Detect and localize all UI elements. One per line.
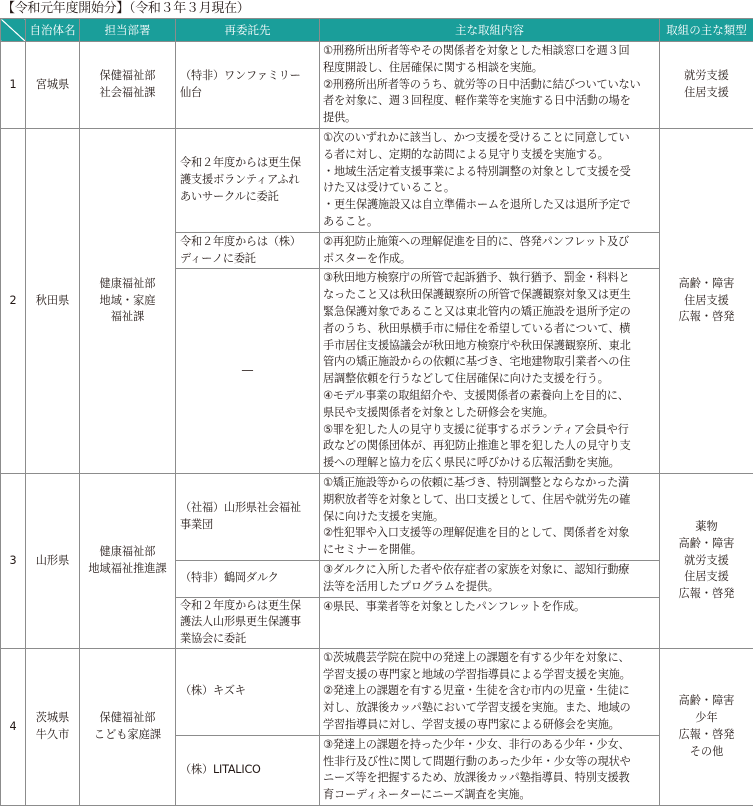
municipality-cell: 秋田県: [26, 128, 80, 473]
text-line: にセミナーを開催。: [323, 542, 656, 559]
text-line: 緊急保護対象であること又は東北管内の矯正施設を退所予定の: [323, 304, 656, 321]
types-cell: [660, 473, 753, 648]
department-cell: [80, 648, 176, 805]
text-line: その他: [662, 744, 751, 761]
table-body: [1, 42, 753, 806]
content-cell: [320, 735, 660, 805]
text-line: 少年: [662, 710, 751, 727]
table-header: [1, 19, 753, 42]
content-cell: [320, 232, 660, 269]
text-line: 管内の矯正施設からの依頼に基づき、宅地建物取引業者への住: [323, 354, 656, 371]
table-row: [1, 128, 753, 232]
contractor-cell: [176, 473, 320, 560]
text-line: 保健福祉部: [82, 68, 173, 85]
types-cell: [660, 128, 753, 473]
text-line: ①次のいずれかに該当し、かつ支援を受けることに同意してい: [323, 130, 656, 147]
text-line: 性非行及び性に関して問題行動のあった少年・少女等の現状や: [323, 754, 656, 771]
text-line: ①茨城農芸学院在院中の発達上の課題を有する少年を対象に、: [323, 650, 656, 667]
text-line: 護支援ボランティアふれ: [180, 172, 315, 189]
text-line: ③ダルクに入所した者や依存症者の家族を対象に、認知行動療: [323, 562, 656, 579]
text-line: 育コーディネーターにニーズ調査を実施。: [323, 787, 656, 804]
text-line: 者を対象に、週３回程度、軽作業等を実施する日中活動の場を: [323, 93, 656, 110]
content-cell: [320, 560, 660, 597]
text-line: 住居支援: [662, 293, 751, 310]
text-line: 援への理解と協力を広く県民に呼びかける広報活動を実施。: [323, 455, 656, 472]
content-cell: [320, 42, 660, 129]
text-line: （株）LITALICO: [180, 762, 315, 779]
row-number: 2: [1, 128, 26, 473]
text-line: 高齢・障害: [662, 693, 751, 710]
table-row: [1, 42, 753, 129]
text-line: 法等を活用したプログラムを提供。: [323, 579, 656, 596]
text-line: 学習支援の専門家と地域の学習指導員による学習支援を実施。: [323, 667, 656, 684]
text-line: 牛久市: [32, 727, 73, 744]
municipality-cell: [26, 648, 80, 805]
text-line: ①矯正施設等からの依頼に基づき、特別調整とならなかった満: [323, 475, 656, 492]
text-line: 福祉課: [82, 309, 173, 326]
content-cell: [320, 128, 660, 232]
contractor-cell: [176, 560, 320, 597]
text-line: 県民や支援関係者を対象とした研修会を実施。: [323, 405, 656, 422]
text-line: 仙台: [180, 85, 315, 102]
content-cell: [320, 597, 660, 648]
text-line: ③秋田地方検察庁の所管で起訴猶予、執行猶予、罰金・科料と: [323, 270, 656, 287]
text-line: ・地域生活定着支援事業による特別調整の対象として支援を受: [323, 164, 656, 181]
text-line: ②発達上の課題を有する児童・生徒を含む市内の児童・生徒に: [323, 683, 656, 700]
text-line: ・更生保護施設又は自立準備ホームを退所した又は退所予定で: [323, 197, 656, 214]
text-line: ニーズ等を把握するため、放課後カッパ塾指導員、特別支援教: [323, 770, 656, 787]
content-cell: [320, 648, 660, 735]
row-number: 4: [1, 648, 26, 805]
text-line: 就労支援: [662, 68, 751, 85]
text-line: ④県民、事業者等を対象としたパンフレットを作成。: [323, 599, 656, 616]
text-line: 茨城県: [32, 710, 73, 727]
text-line: 地域福祉推進課: [82, 561, 173, 578]
text-line: こども家庭課: [82, 727, 173, 744]
contractor-cell: [176, 648, 320, 735]
text-line: ①刑務所出所者等やその関係者を対象とした相談窓口を週３回: [323, 43, 656, 60]
text-line: ④モデル事業の取組紹介や、支援関係者の素養向上を目的に、: [323, 388, 656, 405]
text-line: 対し、放課後カッパ塾において学習支援を実施。また、地域の: [323, 700, 656, 717]
row-number: 1: [1, 42, 26, 129]
text-line: ポスターを作成。: [323, 251, 656, 268]
text-line: けた又は受けていること。: [323, 180, 656, 197]
text-line: あいサークルに委託: [180, 189, 315, 206]
text-line: る者に対し、定期的な訪問による見守り支援を実施する。: [323, 147, 656, 164]
text-line: ―: [178, 363, 317, 380]
row-number: 3: [1, 473, 26, 648]
text-line: 令和２年度からは更生保: [180, 598, 315, 615]
contractor-cell: [176, 128, 320, 232]
department-cell: [80, 128, 176, 473]
text-line: 期釈放者等を対象として、出口支援として、住居や就労先の確: [323, 492, 656, 509]
department-cell: [80, 42, 176, 129]
text-line: 広報・啓発: [662, 586, 751, 603]
contractor-cell: [176, 42, 320, 129]
text-line: （社福）山形県社会福祉: [180, 500, 315, 517]
text-line: 令和２年度からは更生保: [180, 155, 315, 172]
text-line: 薬物: [662, 519, 751, 536]
types-cell: [660, 42, 753, 129]
contractor-cell: [176, 597, 320, 648]
text-line: 令和２年度からは（株）: [180, 234, 315, 251]
text-line: （特非）鶴岡ダルク: [180, 570, 315, 587]
text-line: ⑤罪を犯した人の見守り支援に従事するボランティア会員や行: [323, 422, 656, 439]
text-line: 業協会に委託: [180, 631, 315, 648]
text-line: 健康福祉部: [82, 276, 173, 293]
text-line: 程度開設し、住居確保に関する相談を実施。: [323, 60, 656, 77]
text-line: あること。: [323, 214, 656, 231]
header-department: 担当部署: [80, 19, 176, 42]
text-line: 健康福祉部: [82, 544, 173, 561]
header-types: 取組の主な類型: [660, 19, 753, 42]
text-line: 住居支援: [662, 569, 751, 586]
text-line: 事業団: [180, 517, 315, 534]
text-line: 就労支援: [662, 553, 751, 570]
text-line: ②性犯罪や入口支援等の理解促進を目的として、関係者を対象: [323, 525, 656, 542]
text-line: 居調整依頼を行うなどして住居確保に向けた支援を行う。: [323, 371, 656, 388]
municipality-cell: 山形県: [26, 473, 80, 648]
header-corner: [1, 19, 26, 42]
text-line: ディーノに委託: [180, 251, 315, 268]
contractor-cell: [176, 735, 320, 805]
contractor-cell: [176, 269, 320, 474]
text-line: 手市居住支援協議会が秋田地方検察庁や秋田保護観察所、東北: [323, 338, 656, 355]
content-cell: [320, 269, 660, 474]
department-cell: [80, 473, 176, 648]
header-municipality: 自治体名: [26, 19, 80, 42]
text-line: 広報・啓発: [662, 309, 751, 326]
contractor-cell: [176, 232, 320, 269]
program-table: [0, 18, 753, 806]
text-line: 住居支援: [662, 85, 751, 102]
text-line: 広報・啓発: [662, 727, 751, 744]
text-line: 政などの関係団体が、再犯防止推進と罪を犯した人の見守り支: [323, 438, 656, 455]
text-line: ②再犯防止施策への理解促進を目的に、啓発パンフレット及び: [323, 234, 656, 251]
table-row: [1, 473, 753, 560]
text-line: ③発達上の課題を持った少年・少女、非行のある少年・少女、: [323, 737, 656, 754]
text-line: 護法人山形県更生保護事: [180, 614, 315, 631]
text-line: 者のうち、秋田県横手市に帰住を希望している者について、横: [323, 321, 656, 338]
text-line: 保健福祉部: [82, 710, 173, 727]
table-row: [1, 648, 753, 735]
text-line: （株）キズキ: [180, 683, 315, 700]
text-line: なったこと又は秋田保護観察所の所管で保護観察対象又は更生: [323, 287, 656, 304]
types-cell: [660, 648, 753, 805]
text-line: （特非）ワンファミリー: [180, 68, 315, 85]
header-content: 主な取組内容: [320, 19, 660, 42]
text-line: 提供。: [323, 110, 656, 127]
text-line: 社会福祉課: [82, 85, 173, 102]
content-cell: [320, 473, 660, 560]
text-line: 高齢・障害: [662, 276, 751, 293]
table-caption: 【令和元年度開始分】（令和３年３月現在）: [2, 0, 250, 18]
text-line: ②刑務所出所者等のうち、就労等の日中活動に結びついていない: [323, 77, 656, 94]
text-line: 学習指導員に対し、学習支援の専門家による研修会を実施。: [323, 717, 656, 734]
text-line: 地域・家庭: [82, 293, 173, 310]
text-line: 高齢・障害: [662, 536, 751, 553]
municipality-cell: 宮城県: [26, 42, 80, 129]
header-contractor: 再委託先: [176, 19, 320, 42]
text-line: 保に向けた支援を実施。: [323, 509, 656, 526]
